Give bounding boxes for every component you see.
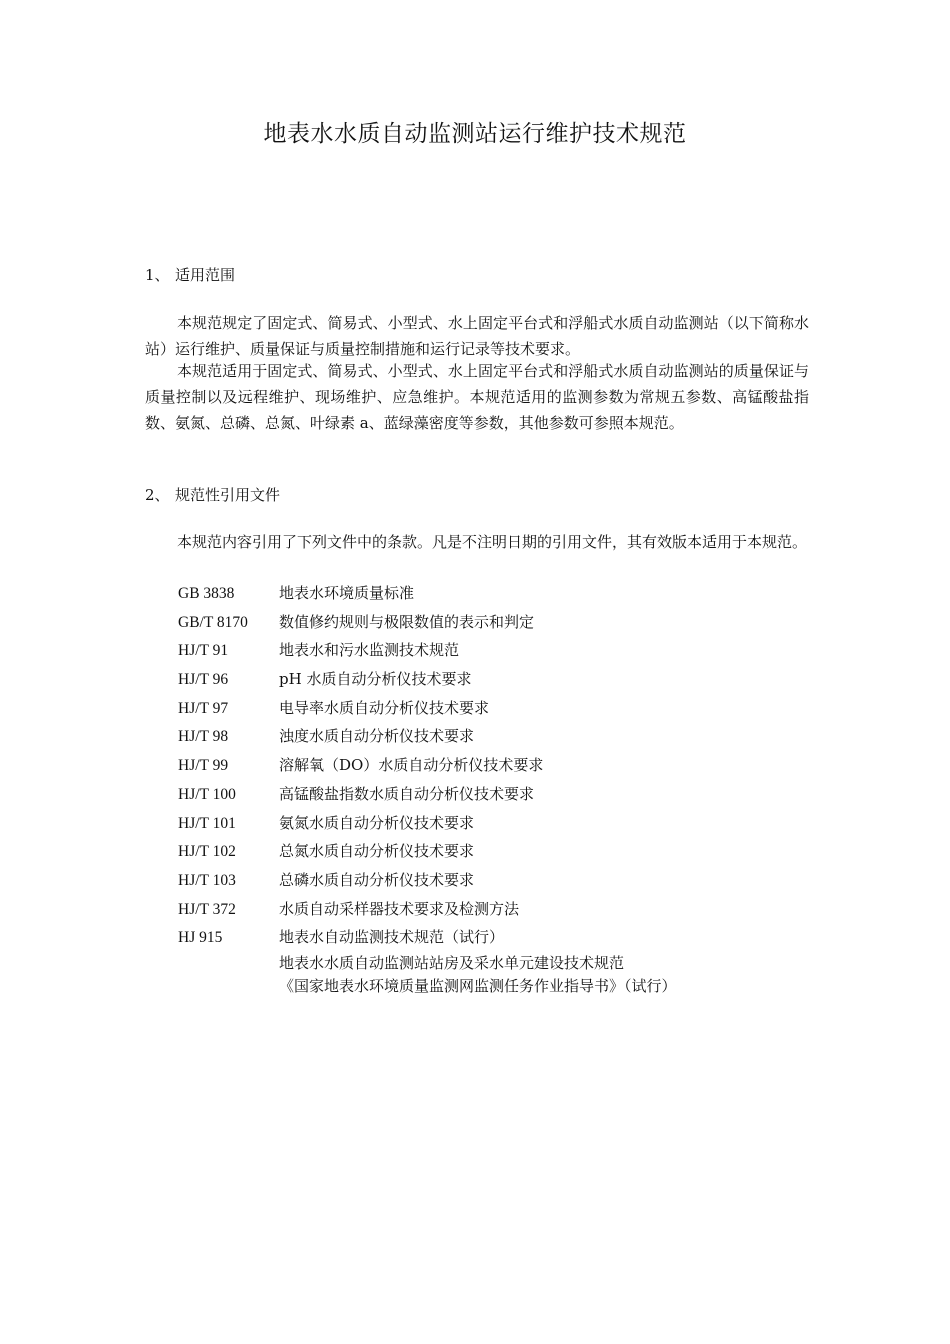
reference-item (178, 751, 798, 780)
reference-title: 地表水和污水监测技术规范 (279, 641, 460, 660)
reference-code: HJ 915 (178, 929, 223, 947)
reference-title: 《国家地表水环境质量监测网监测任务作业指导书》（试行） (279, 976, 677, 995)
reference-item (178, 780, 798, 809)
section-number: 2、 (145, 486, 170, 504)
reference-code: HJ/T 102 (178, 843, 236, 861)
scope-paragraph-1: 本规范规定了固定式、简易式、小型式、水上固定平台式和浮船式水质自动监测站（以下简称水站）运行维护、质量保证与质量控制措施和运行记录等技术要求。 (145, 314, 809, 358)
reference-item (178, 694, 798, 723)
reference-title: 水质自动采样器技术要求及检测方法 (279, 899, 520, 918)
reference-code: HJ/T 97 (178, 699, 229, 717)
reference-item (178, 579, 798, 608)
section-title: 规范性引用文件 (175, 486, 281, 504)
reference-title: 地表水自动监测技术规范（试行） (279, 928, 505, 947)
reference-item (178, 636, 798, 665)
reference-title: 浊度水质自动分析仪技术要求 (279, 727, 475, 746)
reference-code: HJ/T 372 (178, 900, 236, 918)
reference-title: 总氮水质自动分析仪技术要求 (279, 842, 475, 861)
reference-list (178, 579, 798, 998)
reference-title: 高锰酸盐指数水质自动分析仪技术要求 (279, 784, 535, 803)
reference-code: HJ/T 103 (178, 871, 236, 889)
reference-code: GB/T 8170 (178, 613, 248, 631)
reference-item (178, 722, 798, 751)
reference-code: HJ/T 101 (178, 814, 236, 832)
section-title: 适用范围 (175, 266, 236, 284)
reference-title: 数值修约规则与极限数值的表示和判定 (279, 612, 535, 631)
reference-item (178, 837, 798, 866)
reference-code: GB 3838 (178, 585, 235, 602)
reference-title: pH 水质自动分析仪技术要求 (279, 670, 472, 689)
reference-item (178, 866, 798, 895)
reference-title: 氨氮水质自动分析仪技术要求 (279, 813, 475, 832)
reference-item (178, 975, 798, 998)
references-intro-paragraph: 本规范内容引用了下列文件中的条款。凡是不注明日期的引用文件，其有效版本适用于本规范。 (177, 533, 808, 551)
reference-item (178, 608, 798, 637)
reference-code: HJ/T 98 (178, 728, 229, 746)
reference-item (178, 923, 798, 952)
reference-item (178, 665, 798, 694)
reference-title: 电导率水质自动分析仪技术要求 (279, 698, 490, 717)
scope-paragraph-2: 本规范适用于固定式、简易式、小型式、水上固定平台式和浮船式水质自动监测站的质量保证与质量控制以及远程维护、现场维护、应急维护。本规范适用的监测参数为常规五参数、高锰酸盐指数、氨氮、总磷、总氮、叶绿素 a、蓝绿藻密度等参数，其他参数可参照本规范。 (145, 362, 809, 432)
reference-code: HJ/T 100 (178, 785, 236, 803)
reference-item (178, 809, 798, 838)
section-heading-references (145, 483, 280, 507)
reference-item (178, 952, 798, 975)
reference-title: 溶解氧（DO）水质自动分析仪技术要求 (279, 756, 544, 775)
reference-code: HJ/T 99 (178, 757, 229, 775)
reference-title: 总磷水质自动分析仪技术要求 (279, 870, 475, 889)
reference-code: HJ/T 91 (178, 642, 229, 660)
reference-item (178, 895, 798, 924)
reference-title: 地表水环境质量标准 (279, 584, 415, 602)
reference-code: HJ/T 96 (178, 671, 229, 689)
section-number: 1、 (145, 266, 170, 284)
reference-title: 地表水水质自动监测站站房及采水单元建设技术规范 (279, 953, 625, 972)
section-heading-scope (145, 263, 235, 287)
document-title: 地表水水质自动监测站运行维护技术规范 (263, 121, 687, 147)
